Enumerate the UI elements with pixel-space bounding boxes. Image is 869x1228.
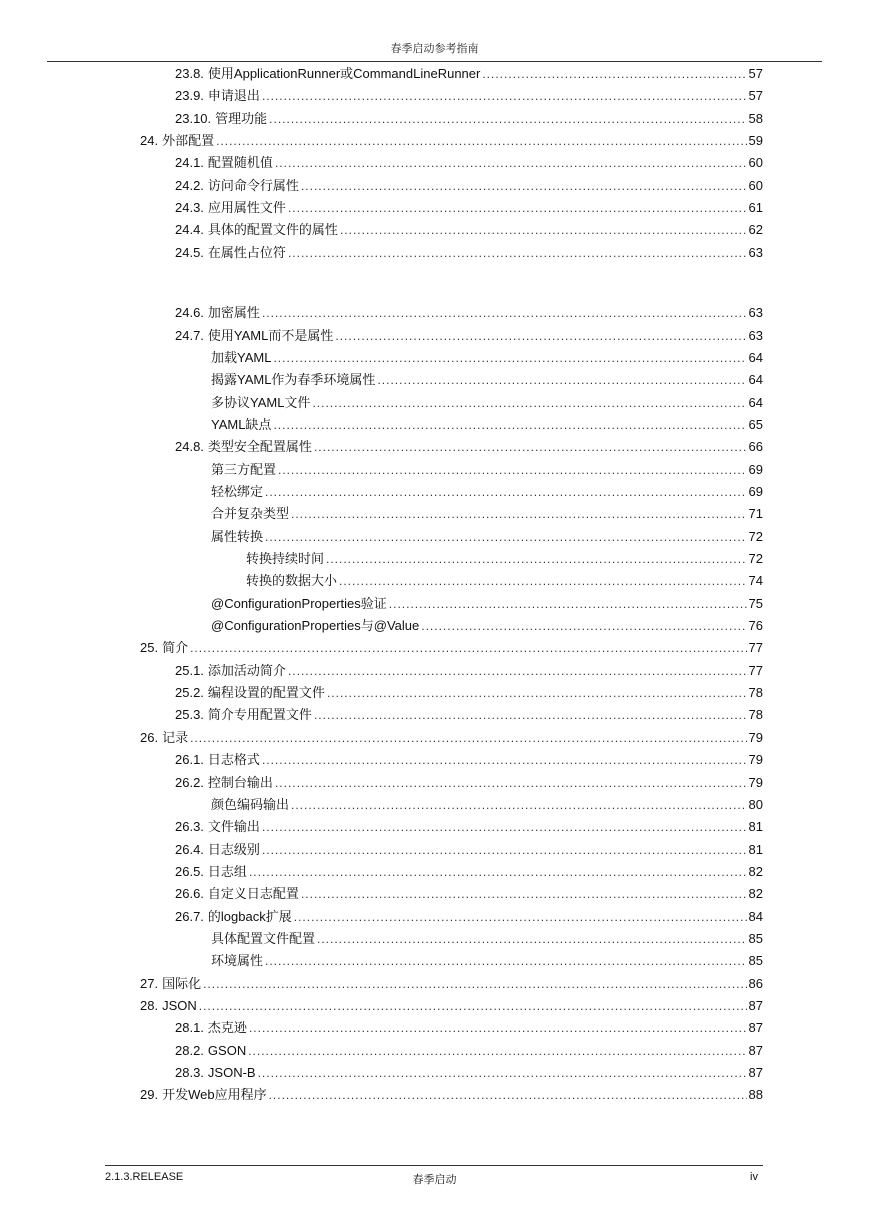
toc-dot-leader [190,727,746,749]
toc-entry[interactable] [175,816,763,838]
toc-entry-number: 29. [140,1087,159,1103]
toc-dot-leader [335,325,746,347]
toc-entry-page: 87 [748,1020,763,1036]
toc-entry-number: 24.4. [175,222,204,238]
toc-entry-number: 28.3. [175,1065,204,1081]
toc-entry-page: 80 [748,796,763,812]
toc-entry-title: 类型安全配置属性 [207,439,312,455]
toc-entry-page: 63 [748,327,763,343]
toc-entry-title: 外部配置 [162,133,215,149]
toc-entry-title: JSON-B [207,1065,256,1081]
toc-dot-leader [265,481,747,503]
toc-entry-number: 24.1. [175,155,204,171]
toc-entry[interactable] [211,950,763,972]
toc-entry-page: 72 [748,528,763,544]
toc-dot-leader [291,503,747,525]
footer-page-number: iv [750,1171,758,1183]
toc-entry-title: 轻松绑定 [211,483,264,499]
toc-entry-page: 69 [748,461,763,477]
toc-entry-number: 24.7. [175,327,204,343]
toc-entry-page: 87 [748,1042,763,1058]
toc-entry-number: 26.7. [175,908,204,924]
toc-entry-number: 23.10. [175,110,212,126]
toc-entry[interactable] [175,175,763,197]
toc-entry[interactable] [175,85,763,107]
toc-entry-number: 26.1. [175,752,204,768]
toc-entry[interactable] [211,928,763,950]
toc-entry-page: 72 [748,551,763,566]
toc-entry-page: 62 [748,222,763,238]
toc-entry-title: 加载YAML [211,349,272,365]
toc-entry-title: 申请退出 [207,88,260,104]
toc-entry-page: 61 [748,200,763,216]
toc-entry-number: 24. [140,133,159,149]
toc-dot-leader [482,63,746,85]
toc-dot-leader [262,816,747,838]
toc-entry-page: 65 [748,416,763,432]
toc-entry-title: 简介 [162,640,189,656]
toc-entry-page: 76 [748,618,763,634]
toc-dot-leader [265,526,747,548]
toc-entry[interactable] [175,660,763,682]
toc-entry[interactable] [211,347,763,369]
toc-dot-leader [262,85,747,107]
toc-entry[interactable] [175,772,763,794]
toc-entry-title: 编程设置的配置文件 [207,685,325,701]
toc-dot-leader [291,794,747,816]
toc-entry-title: JSON [162,998,197,1013]
toc-entry[interactable] [175,1017,763,1039]
toc-entry-title: 配置随机值 [207,155,273,171]
toc-entry[interactable] [175,152,763,174]
toc-dot-leader [248,1040,746,1062]
toc-entry[interactable] [211,414,763,436]
toc-entry[interactable] [211,392,763,414]
toc-dot-leader [273,347,746,369]
toc-entry[interactable] [140,130,763,152]
toc-dot-leader [301,883,747,905]
toc-entry-number: 26.2. [175,774,204,790]
toc-entry-title: 多协议YAML文件 [211,394,311,410]
toc-dot-leader [262,839,747,861]
toc-dot-leader [288,197,747,219]
toc-entry[interactable] [175,197,763,219]
toc-entry-title: 颜色编码输出 [211,796,290,812]
toc-entry-number: 27. [140,975,159,991]
toc-entry-number: 25.3. [175,707,204,723]
toc-entry[interactable] [211,503,763,525]
toc-entry[interactable] [140,1084,763,1106]
toc-entry-page: 78 [748,707,763,723]
toc-entry[interactable] [211,481,763,503]
toc-entry-number: 28. [140,998,159,1013]
toc-entry-title: GSON [207,1042,247,1058]
toc-entry[interactable] [175,682,763,704]
toc-entry-page: 79 [748,774,763,790]
toc-entry-page: 84 [748,908,763,924]
toc-entry-number: 24.8. [175,439,204,455]
toc-entry-page: 60 [748,155,763,171]
toc-dot-leader [294,906,747,928]
toc-entry-page: 57 [748,66,763,81]
toc-dot-leader [203,973,746,995]
footer-version: 2.1.3.RELEASE [105,1171,184,1183]
toc-entry-title: 杰克逊 [207,1020,247,1036]
toc-dot-leader [288,660,747,682]
toc-entry-title: 合并复杂类型 [211,506,290,522]
toc-entry[interactable] [211,593,763,615]
toc-entry-page: 85 [748,953,763,969]
toc-entry[interactable] [140,637,763,659]
toc-entry-number: 24.3. [175,200,204,216]
toc-entry-page: 69 [748,483,763,499]
toc-entry[interactable] [175,704,763,726]
toc-entry[interactable] [175,861,763,883]
toc-entry[interactable] [175,749,763,771]
toc-dot-leader [262,749,747,771]
toc-dot-leader [312,392,746,414]
toc-entry[interactable] [211,369,763,391]
toc-entry-number: 25.1. [175,662,204,678]
toc-entry-page: 77 [748,640,763,656]
toc-entry-number: 24.6. [175,305,204,321]
toc-entry-title: 环境属性 [211,953,264,969]
toc-dot-leader [275,772,747,794]
toc-dot-leader [258,1062,747,1084]
toc-entry-title: 开发Web应用程序 [162,1087,267,1103]
toc-entry-number: 23.8. [175,66,204,81]
footer-divider [105,1165,763,1166]
toc-entry-number: 24.5. [175,244,204,260]
toc-entry-number: 26.5. [175,863,204,879]
toc-entry-title: 访问命令行属性 [207,177,299,193]
toc-entry-number: 28.2. [175,1042,204,1058]
toc-entry-page: 86 [748,975,763,991]
toc-dot-leader [288,242,747,264]
toc-entry-title: 使用ApplicationRunner或CommandLineRunner [207,66,481,81]
toc-entry[interactable] [175,325,763,347]
toc-entry-page: 64 [748,349,763,365]
toc-entry-page: 74 [748,573,763,589]
toc-entry-title: 的logback扩展 [207,908,292,924]
toc-entry[interactable] [211,459,763,481]
toc-entry-number: 25. [140,640,159,656]
toc-entry[interactable] [175,63,763,85]
toc-entry-title: 国际化 [162,975,202,991]
toc-entry[interactable] [140,727,763,749]
toc-entry[interactable] [175,1040,763,1062]
toc-entry-page: 64 [748,372,763,388]
toc-dot-leader [269,1084,747,1106]
toc-entry-title: 添加活动简介 [207,662,286,678]
toc-entry[interactable] [175,839,763,861]
toc-entry-page: 71 [748,506,763,522]
toc-dot-leader [269,108,746,130]
toc-dot-leader [421,615,746,637]
toc-entry-page: 57 [748,88,763,104]
toc-dot-leader [249,1017,747,1039]
toc-entry-title: 转换持续时间 [246,551,325,566]
toc-entry-page: 88 [748,1087,763,1103]
toc-entry-page: 81 [748,819,763,835]
toc-entry-title: 日志组 [207,863,247,879]
toc-dot-leader [314,704,747,726]
toc-entry-page: 87 [748,998,763,1013]
toc-entry-number: 26.4. [175,841,204,857]
toc-entry-title: 记录 [162,729,189,745]
toc-dot-leader [389,593,747,615]
toc-entry[interactable] [246,548,763,570]
toc-entry-page: 64 [748,394,763,410]
toc-entry-page: 63 [748,244,763,260]
toc-entry-title: @ConfigurationProperties验证 [211,595,387,611]
toc-entry-title: 转换的数据大小 [246,573,338,589]
toc-entry-title: @ConfigurationProperties与@Value [211,618,420,634]
toc-entry-title: 文件输出 [207,819,260,835]
toc-entry[interactable] [140,995,763,1017]
toc-dot-leader [262,302,747,324]
toc-entry[interactable] [211,615,763,637]
toc-entry-title: 使用YAML而不是属性 [207,327,334,343]
toc-dot-leader [249,861,747,883]
toc-entry[interactable] [175,242,763,264]
toc-entry-title: YAML缺点 [211,416,272,432]
footer-title: 春季启动 [412,1173,457,1186]
toc-entry-page: 81 [748,841,763,857]
toc-entry-number: 25.2. [175,685,204,701]
toc-entry[interactable] [175,108,763,130]
toc-entry-number: 24.2. [175,177,204,193]
toc-entry-page: 78 [748,685,763,701]
toc-dot-leader [327,682,747,704]
toc-entry-title: 具体配置文件配置 [211,930,316,946]
toc-entry[interactable] [175,1062,763,1084]
toc-dot-leader [326,548,747,570]
toc-entry-title: 自定义日志配置 [207,886,299,902]
toc-entry-number: 26.6. [175,886,204,902]
toc-dot-leader [301,175,747,197]
toc-dot-leader [340,219,747,241]
toc-entry-page: 79 [748,752,763,768]
toc-entry-page: 82 [748,863,763,879]
toc-entry-title: 控制台输出 [207,774,273,790]
toc-dot-leader [317,928,747,950]
toc-entry-page: 87 [748,1065,763,1081]
toc-dot-leader [199,995,747,1017]
toc-entry-title: 具体的配置文件的属性 [207,222,338,238]
toc-entry-title: 揭露YAML作为春季环境属性 [211,372,376,388]
toc-dot-leader [216,130,746,152]
toc-entry-title: 管理功能 [215,110,268,126]
toc-entry-number: 26.3. [175,819,204,835]
toc-entry-number: 26. [140,729,159,745]
header-divider [47,61,822,62]
toc-entry-title: 第三方配置 [211,461,277,477]
toc-entry[interactable] [175,302,763,324]
toc-entry-title: 在属性占位符 [207,244,286,260]
toc-entry-page: 60 [748,177,763,193]
toc-entry-title: 日志级别 [207,841,260,857]
toc-entry-page: 59 [748,133,763,149]
toc-dot-leader [275,152,747,174]
toc-entry-page: 75 [748,595,763,611]
toc-entry[interactable] [211,794,763,816]
toc-entry-number: 23.9. [175,88,204,104]
toc-entry-title: 属性转换 [211,528,264,544]
toc-entry[interactable] [211,526,763,548]
toc-entry[interactable] [175,436,763,458]
toc-entry-title: 简介专用配置文件 [207,707,312,723]
toc-entry-page: 85 [748,930,763,946]
toc-entry-title: 加密属性 [207,305,260,321]
toc-entry-page: 79 [748,729,763,745]
toc-entry[interactable] [175,906,763,928]
toc-entry[interactable] [175,219,763,241]
toc-entry[interactable] [140,973,763,995]
page-header-title: 春季启动参考指南 [390,42,479,55]
toc-dot-leader [190,637,746,659]
toc-dot-leader [278,459,747,481]
toc-entry[interactable] [246,570,763,592]
toc-entry[interactable] [175,883,763,905]
toc-dot-leader [265,950,747,972]
toc-dot-leader [377,369,746,391]
toc-dot-leader [273,414,746,436]
toc-entry-number: 28.1. [175,1020,204,1036]
toc-entry-title: 应用属性文件 [207,200,286,216]
toc-entry-page: 58 [748,110,763,126]
toc-entry-page: 63 [748,305,763,321]
toc-entry-page: 77 [748,662,763,678]
toc-entry-title: 日志格式 [207,752,260,768]
toc-dot-leader [339,570,747,592]
toc-dot-leader [314,436,747,458]
toc-entry-page: 66 [748,439,763,455]
toc-entry-page: 82 [748,886,763,902]
